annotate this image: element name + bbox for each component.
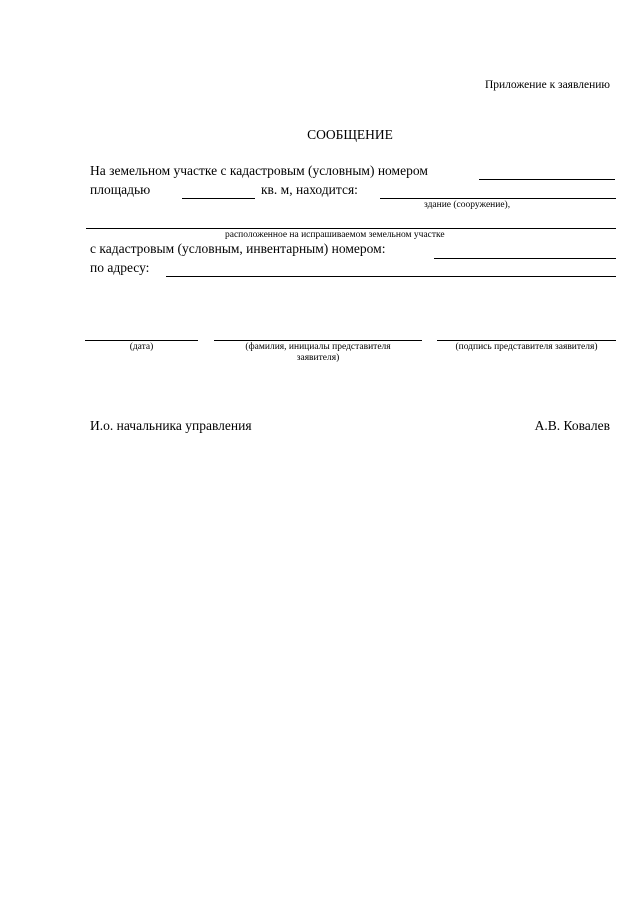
signer-name: А.В. Ковалев	[534, 418, 610, 433]
address-label: по адресу:	[90, 260, 150, 275]
representative-signature-caption: (подпись представителя заявителя)	[455, 342, 598, 352]
area-label: площадью	[90, 182, 151, 197]
signer-position: И.о. начальника управления	[90, 418, 252, 433]
appendix-note: Приложение к заявлению	[484, 79, 610, 91]
cadastral-number-label: На земельном участке с кадастровым (условным) номером	[90, 163, 428, 178]
address-field[interactable]	[166, 276, 616, 277]
inventory-number-label: с кадастровым (условным, инвентарным) номером:	[90, 241, 386, 256]
representative-name-caption	[214, 342, 422, 364]
inventory-number-field[interactable]	[434, 258, 616, 259]
area-unit-label: кв. м, находится:	[261, 182, 358, 197]
date-field[interactable]	[85, 340, 198, 341]
date-caption: (дата)	[129, 342, 154, 352]
document-title: СООБЩЕНИЕ	[307, 127, 393, 142]
representative-name-caption-line1: (фамилия, инициалы представителя	[245, 342, 391, 352]
representative-name-field[interactable]	[214, 340, 422, 341]
building-continuation-field[interactable]	[86, 228, 616, 229]
cadastral-number-field[interactable]	[479, 179, 615, 180]
building-caption: здание (сооружение),	[424, 200, 511, 210]
representative-name-caption-line2: заявителя)	[296, 353, 340, 363]
representative-signature-field[interactable]	[437, 340, 616, 341]
area-field[interactable]	[182, 198, 255, 199]
building-field[interactable]	[380, 198, 616, 199]
located-caption: расположенное на испрашиваемом земельном участке	[225, 230, 445, 240]
